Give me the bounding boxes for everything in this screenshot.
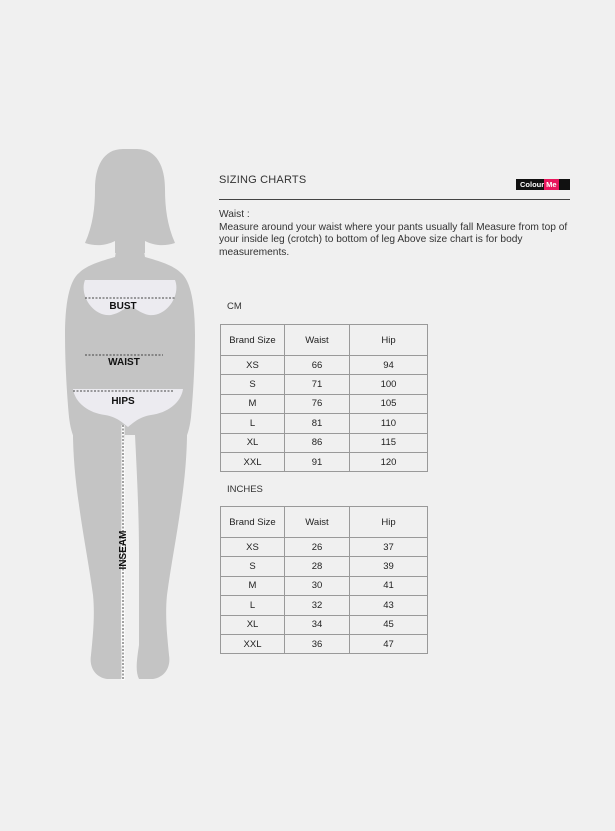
size-cell: XXL (221, 452, 285, 471)
table-row (221, 452, 428, 471)
waist-cell: 28 (285, 557, 350, 576)
cm-size-table (220, 324, 428, 472)
size-cell: XL (221, 433, 285, 452)
waist-cell: 32 (285, 596, 350, 615)
hip-cell: 120 (350, 452, 428, 471)
hip-cell: 43 (350, 596, 428, 615)
hip-cell: 45 (350, 615, 428, 634)
hip-cell: 105 (350, 394, 428, 413)
table-header-row (221, 325, 428, 356)
size-cell: S (221, 557, 285, 576)
column-header: Brand Size (221, 507, 285, 538)
hips-label: HIPS (111, 396, 135, 407)
description-heading: Waist : (219, 209, 250, 220)
waist-cell: 81 (285, 414, 350, 433)
waist-cell: 66 (285, 356, 350, 375)
waist-cell: 76 (285, 394, 350, 413)
waist-cell: 91 (285, 452, 350, 471)
column-header: Waist (285, 507, 350, 538)
bust-label: BUST (109, 301, 137, 312)
waist-cell: 86 (285, 433, 350, 452)
logo-text: Colour (520, 180, 545, 189)
cm-unit-label: CM (227, 301, 242, 312)
size-cell: XS (221, 538, 285, 557)
waist-cell: 71 (285, 375, 350, 394)
waist-cell: 30 (285, 576, 350, 595)
table-header-row (221, 507, 428, 538)
column-header: Hip (350, 325, 428, 356)
hip-cell: 115 (350, 433, 428, 452)
waist-cell: 34 (285, 615, 350, 634)
hip-cell: 94 (350, 356, 428, 375)
logo-accent: Me (546, 180, 557, 189)
inches-unit-label: INCHES (227, 484, 263, 495)
waist-label: WAIST (108, 357, 140, 368)
table-row (221, 615, 428, 634)
hip-cell: 47 (350, 634, 428, 653)
column-header: Brand Size (221, 325, 285, 356)
table-row (221, 433, 428, 452)
table-row (221, 356, 428, 375)
column-header: Waist (285, 325, 350, 356)
table-row (221, 414, 428, 433)
description-text: Measure around your waist where your pants usually fall Measure from top of your inside leg (crotch) to bottom of leg Above size chart is for body measurements. (219, 221, 568, 258)
size-cell: S (221, 375, 285, 394)
table-row (221, 375, 428, 394)
hip-cell: 100 (350, 375, 428, 394)
table-row (221, 596, 428, 615)
inseam-label: INSEAM (118, 530, 129, 570)
waist-cell: 36 (285, 634, 350, 653)
table-row (221, 557, 428, 576)
measurement-description (219, 209, 579, 259)
inches-size-table (220, 506, 428, 654)
size-cell: M (221, 394, 285, 413)
hip-cell: 37 (350, 538, 428, 557)
size-cell: XL (221, 615, 285, 634)
table-row (221, 576, 428, 595)
column-header: Hip (350, 507, 428, 538)
size-cell: L (221, 414, 285, 433)
size-cell: XXL (221, 634, 285, 653)
hip-cell: 41 (350, 576, 428, 595)
size-cell: XS (221, 356, 285, 375)
table-row (221, 394, 428, 413)
table-row (221, 634, 428, 653)
brand-logo (516, 179, 570, 190)
table-row (221, 538, 428, 557)
hip-cell: 110 (350, 414, 428, 433)
page-title: SIZING CHARTS (219, 174, 307, 186)
size-cell: L (221, 596, 285, 615)
body-silhouette (55, 145, 205, 690)
waist-cell: 26 (285, 538, 350, 557)
size-cell: M (221, 576, 285, 595)
hip-cell: 39 (350, 557, 428, 576)
header-divider (219, 199, 570, 200)
